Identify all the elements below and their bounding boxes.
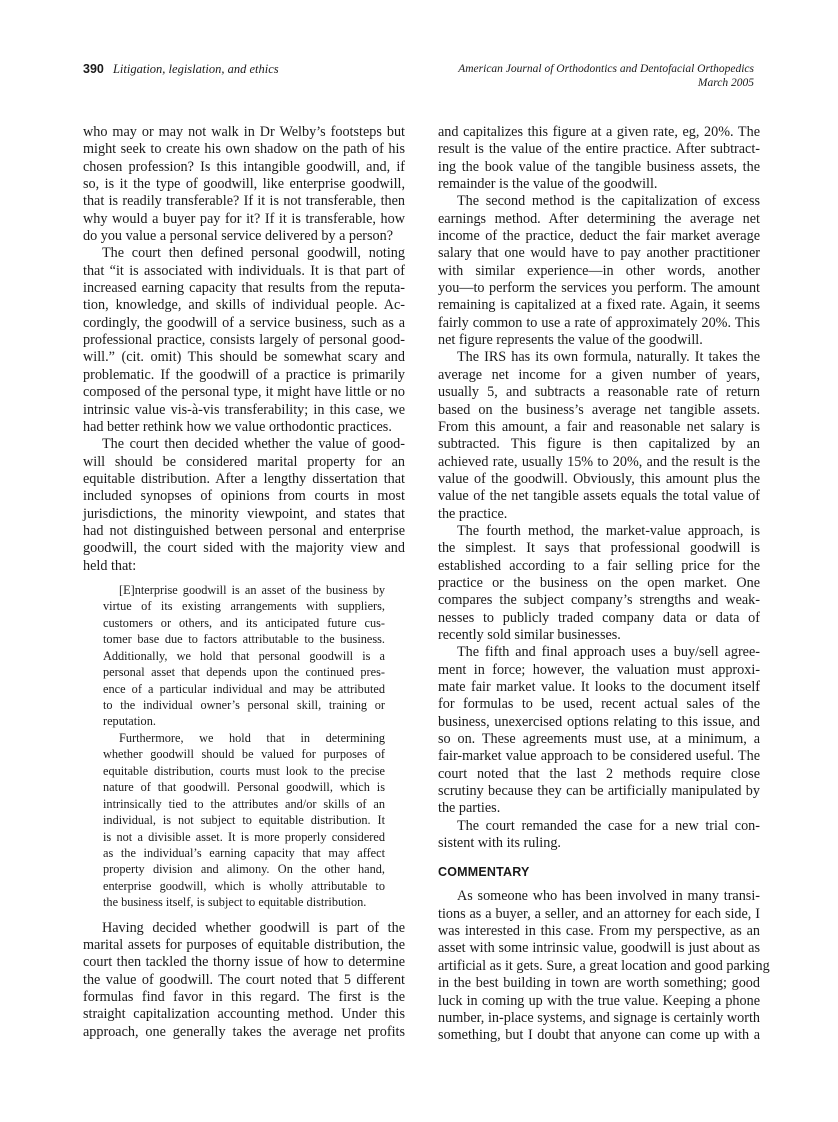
running-head-left [83,62,279,77]
text-line: asset with some intrinsic value, goodwill is just about as [438,940,760,957]
text-line: sistent with its ruling. [438,835,561,852]
text-line: ence of a particular individual and may be attributed [103,681,385,696]
text-line: artificial as it gets. Sure, a great location and good parking [438,957,770,974]
block-quote [103,582,385,911]
text-line: achieved rate, usually 15% to 20%, and the result is the [438,453,760,470]
text-line: who may or may not walk in Dr Welby’s footsteps but [83,124,405,140]
text-line: value of the net tangible assets equals the total value of [438,488,760,505]
text-line: nature of that goodwill. Personal goodwill, which is [103,780,385,795]
text-line: The court then defined personal goodwill, noting [102,245,405,262]
paragraph [438,888,770,1044]
text-line: straight capitalization accounting method. Under this [83,1006,405,1023]
text-line: luck in coming up with the true value. Keeping a phone [438,992,760,1009]
text-line: might seek to create his own shadow on the path of his [83,141,405,158]
running-head [0,62,838,102]
text-line: with similar experience—in other words, another [438,262,760,279]
text-line: value of the goodwill. Obviously, this amount plus the [438,470,760,487]
section-title: Litigation, legislation, and ethics [112,62,279,76]
journal-title: American Journal of Orthodontics and Dentofacial Orthopedics [458,63,754,75]
paragraph [438,193,760,349]
paragraph [438,818,760,853]
left-column [83,124,405,1041]
text-line: equitable distribution. After a lengthy dissertation that [83,470,405,487]
text-line: composed of the personal type, it might have little or no [83,384,405,401]
text-line: will.” (cit. omit) This should be somewhat scary and [83,349,405,366]
right-column [438,124,770,1045]
text-line: personal asset that depends upon the continued pres- [103,665,385,680]
text-line: tions as a buyer, a seller, and an attorney for each side, I [438,905,760,922]
text-line: The fourth method, the market-value approach, is [457,522,760,539]
text-line: increased earning capacity that results from the reputa- [83,280,405,297]
text-line: will should be considered marital property for an [83,453,405,470]
text-line: customers or others, and its anticipated future cus- [103,615,385,630]
issue-date: March 2005 [697,77,754,89]
text-line: usually 5, and subtracts a reasonable rate of return [438,384,760,401]
text-line: tomer base due to factors attributable to the business. [103,632,385,647]
paragraph [83,245,405,436]
text-line: do you value a personal service delivered by a person? [83,228,394,245]
text-line: [E]nterprise goodwill is an asset of the business by [119,582,385,597]
text-line: practice or the business on the open market. One [438,574,760,591]
text-line: chosen profession? Is this intangible goodwill, and, if [83,158,405,175]
text-line: court then tackled the thorny issue of how to determine [83,954,405,971]
text-line: in the best building in town are worth something; good [438,975,760,992]
text-line: income of the practice, deduct the fair market average [438,228,760,245]
text-line: number, in-place systems, and signage is certainly worth [438,1009,760,1026]
text-line: scrutiny because they can be artificially manipulated by [438,783,760,800]
text-line: Additionally, we hold that personal goodwill is a [103,648,385,663]
text-line: that “it is associated with individuals. It is that part of [83,262,405,279]
text-line: marital assets for purposes of equitable distribution, the [83,937,405,954]
text-line: and capitalizes this figure at a given rate, eg, 20%. The [438,124,760,140]
text-line: so, is it the type of goodwill, like enterprise goodwill, [83,176,405,193]
text-line: had better rethink how we value orthodontic practices. [83,418,392,435]
text-line: result is the value of the entire practice. After subtract- [438,141,760,158]
text-line: something, but I doubt that anyone can come up with a [438,1027,760,1044]
text-line: remaining is capitalized at a fixed rate. Again, it seems [438,297,760,314]
text-line: based on the business’s average net tangible assets. [438,401,760,418]
text-line: jurisdictions, the minority viewpoint, and states that [83,505,405,522]
text-line: tion, knowledge, and skills of individual people. Ac- [83,297,405,314]
text-line: goodwill, the court sided with the majority view and [83,540,405,557]
text-line: for formulas to be used, recent actual sales of the [438,696,760,713]
text-line: property division and alimony. On the other hand, [103,862,385,877]
text-line: formulas find favor in this regard. The first is the [83,989,405,1006]
text-line: enterprise goodwill, which is wholly attributable to [103,878,385,893]
text-line: to the individual owner’s personal skill, training or [103,698,385,712]
text-line: the value of goodwill. The court noted that 5 different [83,971,405,988]
text-line: so on. These agreements must use, at a minimum, a [438,731,760,748]
text-line: earnings method. After determining the average net [438,210,760,227]
text-line: business, unexercised options relating to this issue, and [438,713,760,730]
text-line: problematic. If the goodwill of a practice is primarily [83,366,405,383]
text-line: the simplest. It says that professional goodwill is [438,540,760,557]
text-line: The IRS has its own formula, naturally. It takes the [457,349,760,366]
text-line: professional practice, consists largely of personal good- [83,332,405,349]
text-line: The fifth and final approach uses a buy/sell agree- [457,644,760,661]
text-line: fair-market value approach to be considered useful. The [438,748,760,765]
text-line: subtracted. This figure is then capitalized by an [438,436,760,453]
text-line: mate fair market value. It looks to the document itself [438,679,760,695]
text-line: individual, is not subject to equitable distribution. It [103,813,385,828]
text-line: court noted that the last 2 methods require close [438,765,760,782]
text-line: approach, one generally takes the average net profits [83,1023,405,1040]
text-line: reputation. [103,714,156,729]
text-line: the parties. [438,800,501,817]
paragraph [438,124,760,193]
text-line: whether goodwill should be valued for purposes of [103,747,385,762]
paragraph [83,124,405,245]
text-line: intrinsic value vis-à-vis transferability; in this case, we [83,401,405,418]
text-line: ment in force; however, the valuation must approxi- [438,661,760,678]
text-line: recently sold similar businesses. [438,626,621,643]
text-line: intrinsically tied to the attributes and/or skills of an [103,796,385,811]
text-line: From this amount, a fair and reasonable net salary is [438,418,760,435]
section-heading-commentary: COMMENTARY [438,865,530,880]
text-line: included synopses of opinions from courts in most [83,488,405,505]
paragraph [83,920,405,1041]
text-line: The court remanded the case for a new trial con- [457,817,760,834]
text-line: Furthermore, we hold that in determining [119,730,385,745]
text-line: net figure represents the value of the goodwill. [438,332,703,349]
text-line: the business itself, is subject to equitable distribution. [103,895,367,910]
text-line: held that: [83,557,137,574]
text-line: cordingly, the goodwill of a service business, such as a [83,314,405,331]
text-line: salary that one would have to pay another practitioner [438,245,760,262]
paragraph [438,349,760,522]
text-line: As someone who has been involved in many transi- [457,888,760,905]
text-line: the practice. [438,505,508,522]
text-line: why would a buyer pay for it? If it is transferable, how [83,210,405,227]
text-line: virtue of its existing arrangements with suppliers, [103,599,385,614]
page-number: 390 [83,62,104,76]
text-line: that is readily transferable? If it is not transferable, then [83,193,405,210]
text-line: The second method is the capitalization of excess [457,193,760,210]
text-line: had not distinguished between personal and enterprise [83,522,405,539]
paragraph [438,523,760,644]
text-line: equitable distribution, courts must look to the precise [103,763,385,778]
paragraph [83,436,405,575]
text-line: compares the subject company’s strengths and weak- [438,592,760,609]
text-line: average net income for a given number of years, [438,366,760,383]
running-head-right [458,62,754,90]
text-line: The court then decided whether the value of good- [102,436,405,453]
text-line: Having decided whether goodwill is part of the [102,919,405,936]
text-line: as the individual’s earning capacity that may affect [103,845,385,860]
text-line: is not a divisible asset. It is more properly considered [103,829,385,844]
text-line: ing the book value of the tangible business assets, the [438,158,760,175]
text-line: remainder is the value of the goodwill. [438,176,658,193]
quote-paragraph [103,582,385,730]
text-line: was interested in this case. From my perspective, as an [438,923,760,940]
text-line: you—to perform the services you perform. The amount [438,280,760,297]
paragraph [438,644,760,817]
quote-paragraph [103,730,385,911]
text-line: established according to a fair selling price for the [438,557,760,574]
text-line: nesses to publicly traded company data or data of [438,609,760,626]
text-line: fairly common to use a rate of approximately 20%. This [438,314,760,331]
